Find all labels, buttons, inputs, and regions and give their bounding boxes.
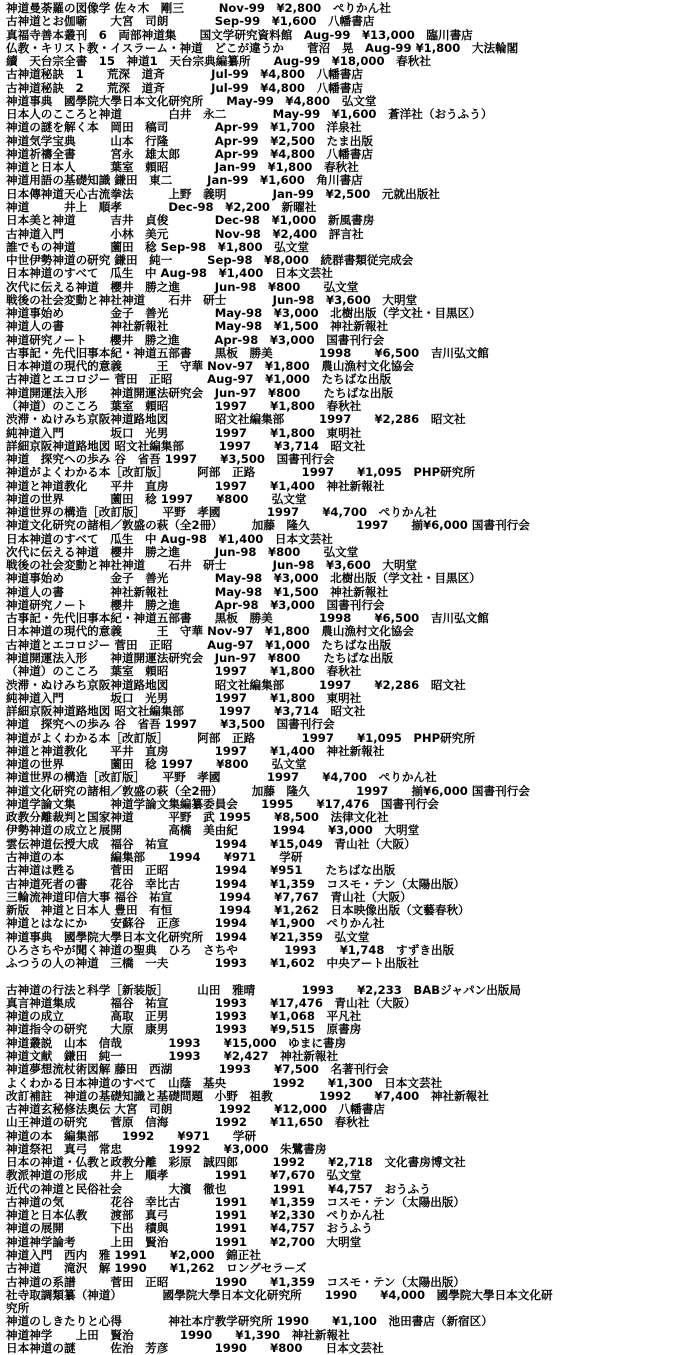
list-item: 神道祈禱全書 宮永 雄太郎 Apr-99 ¥4,800 八幡書店	[6, 147, 373, 161]
list-item: 續 天台宗全書 15 神道1 天台宗典編纂所 Aug-99 ¥18,000 春秋社	[6, 55, 431, 69]
list-item: 神道用語の基礎知識 鎌田 東二 Jan-99 ¥1,600 角川書店	[6, 174, 363, 188]
list-item: 中世伊勢神道の研究 鎌田 純一 Sep-98 ¥8,000 続群書類従完成会	[6, 254, 414, 268]
list-item: 古神道の気 花谷 幸比古 1991 ¥1,359 コスモ・テン（太陽出版）	[6, 1195, 466, 1209]
list-item: 詳細京阪神道路地図 昭文社編集部 1997 ¥3,714 昭文社	[6, 439, 366, 453]
list-item: 神道文化研究の諸相／敦盛の萩（全2冊） 加藤 隆久 1997 揃¥6,000 国書刊行会	[6, 784, 530, 798]
list-item: 日本神道の現代的意義 王 守華 Nov-97 ¥1,800 農山漁村文化協会	[6, 625, 414, 639]
list-item: 渋滞・ぬけみち京阪神道路地図 昭文社編集部 1997 ¥2,286 昭文社	[6, 678, 466, 692]
list-item: 古神道秘訣 1 荒深 道斉 Jul-99 ¥4,800 八幡書店	[6, 68, 363, 82]
list-item: 神道の謎を解く本 岡田 稿司 Apr-99 ¥1,700 洋泉社	[6, 121, 362, 135]
list-item: 古神道の系譜 菅田 正昭 1990 ¥1,359 コスモ・テン（太陽出版）	[6, 1275, 466, 1289]
list-item: 山王神道の研究 菅原 信海 1992 ¥11,650 春秋社	[6, 1116, 370, 1130]
list-item: 神道文献 鎌田 純一 1993 ¥2,427 神社新報社	[6, 1049, 339, 1063]
list-item: 仏教・キリスト教・イスラーム・神道 どこが違うか 菅沼 晃 Aug-99 ¥1,800 大法輪閣	[6, 41, 519, 55]
list-item: 社寺取調類纂（神道） 國學院大學日本文化研究所 1990 ¥4,000 國學院大學日本文化研	[6, 1288, 553, 1302]
list-item: 日本神道のすべて 瓜生 中 Aug-98 ¥1,400 日本文芸社	[6, 267, 333, 281]
list-item: 神道研究ノート 櫻井 勝之進 Apr-98 ¥3,000 国書刊行会	[6, 598, 385, 612]
list-item: 神道祭祀 真弓 常忠 1992 ¥3,000 朱鷺書房	[6, 1142, 327, 1156]
list-item: ふつうの人の神道 三橋 一夫 1993 ¥1,602 中央アート出版社	[6, 957, 419, 971]
list-item: 改訂補註 神道の基礎知識と基礎問題 小野 祖教 1992 ¥7,400 神社新報社	[6, 1089, 489, 1103]
list-item: 渋滞・ぬけみち京阪神道路地図 昭文社編集部 1997 ¥2,286 昭文社	[6, 413, 466, 427]
list-item: 古神道秘訣 2 荒深 道斉 Jul-99 ¥4,800 八幡書店	[6, 81, 363, 95]
list-item: 古神道の行法と科学［新装版］ 山田 雅晴 1993 ¥2,233 BABジャパン出版局	[6, 983, 521, 997]
list-item: 古神道は甦る 菅田 正昭 1994 ¥951 たちばな出版	[6, 864, 396, 878]
list-item: 神道の展開 下出 積與 1991 ¥4,757 おうふう	[6, 1222, 373, 1236]
list-item: 誰でもの神道 薗田 稔 Sep-98 ¥1,800 弘文堂	[6, 240, 309, 254]
list-item: 神道のしきたりと心得 神社本庁教学研究所 1990 ¥1,100 池田書店（新宿区）	[6, 1315, 493, 1329]
list-item: 神道 探究への歩み 谷 省吾 1997 ¥3,500 国書刊行会	[6, 718, 335, 732]
list-item: 神道 探究への歩み 谷 省吾 1997 ¥3,500 国書刊行会	[6, 453, 335, 467]
list-item: 神道と日本仏教 渡部 真弓 1991 ¥2,330 ぺりかん社	[6, 1209, 385, 1223]
list-item: 日本傳神道天心古流拳法 上野 義明 Jan-99 ¥2,500 元就出版社	[6, 187, 440, 201]
list-item: 神道夢想流杖術図解 藤田 西湖 1993 ¥7,500 名著刊行会	[6, 1063, 389, 1077]
list-item: 神道入門 西内 雅 1991 ¥2,000 錦正社	[6, 1248, 261, 1262]
list-item: 真言神道集成 福谷 祐宣 1993 ¥17,476 青山社（大阪）	[6, 996, 416, 1010]
list-item: 神道 井上 順孝 Dec-98 ¥2,200 新曜社	[6, 200, 317, 214]
list-item: 古神道とお伽噺 大宮 司朗 Sep-99 ¥1,600 八幡書店	[6, 15, 375, 29]
list-item: 神道の世界 薗田 稔 1997 ¥800 弘文堂	[6, 758, 307, 772]
list-item: 神道事始め 金子 善光 May-98 ¥3,000 北樹出版（学文社・目黒区）	[6, 307, 481, 321]
list-item: 古神道入門 小林 美元 Nov-98 ¥2,400 評言社	[6, 227, 364, 241]
list-item: 神道世界の構造［改訂版］ 平野 孝國 1997 ¥4,700 ぺりかん社	[6, 771, 437, 785]
list-item: 古神道とエコロジー 菅田 正昭 Aug-97 ¥1,000 たちばな出版	[6, 373, 392, 387]
list-item: 次代に伝える神道 櫻井 勝之進 Jun-98 ¥800 弘文堂	[6, 545, 359, 559]
list-item: 詳細京阪神道路地図 昭文社編集部 1997 ¥3,714 昭文社	[6, 705, 366, 719]
list-item: ひろさちやが聞く神道の聖典 ひろ さちや 1993 ¥1,748 すずき出版	[6, 943, 455, 957]
list-item: 神道研究ノート 櫻井 勝之進 Apr-98 ¥3,000 国書刊行会	[6, 333, 385, 347]
list-item: （神道）のこころ 葉室 頼昭 1997 ¥1,800 春秋社	[6, 399, 362, 413]
list-item: 神道事始め 金子 善光 May-98 ¥3,000 北樹出版（学文社・目黒区）	[6, 572, 481, 586]
list-item: 古事記・先代旧事本紀・神道五部書 黒板 勝美 1998 ¥6,500 吉川弘文館	[6, 612, 489, 626]
list-item: 三輪流神道印信大事 福谷 祐宣 1994 ¥7,767 青山社（大阪）	[6, 890, 412, 904]
list-item: 神道事典 國學院大學日本文化研究所 1994 ¥21,359 弘文堂	[6, 930, 370, 944]
list-item: 日本神道のすべて 瓜生 中 Aug-98 ¥1,400 日本文芸社	[6, 532, 333, 546]
list-item: 神道学論文集 神道学論文集編纂委員会 1995 ¥17,476 国書刊行会	[6, 797, 439, 811]
list-item: 神道開運法入形 神道開運法研究会 Jun-97 ¥800 たちばな出版	[6, 652, 394, 666]
list-item: 古神道死者の書 花谷 幸比古 1994 ¥1,359 コスモ・テン（太陽出版）	[6, 877, 466, 891]
list-item: 神道と神道教化 平井 直房 1997 ¥1,400 神社新報社	[6, 744, 385, 758]
list-item: 神道とはなにか 安蘇谷 正彦 1994 ¥1,900 ぺりかん社	[6, 917, 385, 931]
list-item: 純神道入門 坂口 光男 1997 ¥1,800 東明社	[6, 426, 362, 440]
list-item: 神道人の書 神社新報社 May-98 ¥1,500 神社新報社	[6, 585, 389, 599]
list-item: 日本の神道・仏教と政教分離 彩原 誠四郎 1992 ¥2,718 文化書房博文社	[6, 1156, 466, 1170]
list-item	[6, 970, 684, 983]
list-item: 神道文化研究の諸相／敦盛の萩（全2冊） 加藤 隆久 1997 揃¥6,000 国書刊行会	[6, 519, 530, 533]
list-item: 神道の成立 高取 正男 1993 ¥1,068 平凡社	[6, 1010, 362, 1024]
list-item: 教派神道の形成 井上 順孝 1991 ¥7,670 弘文堂	[6, 1169, 362, 1183]
list-item: 古神道 滝沢 解 1990 ¥1,262 ロングセラーズ	[6, 1262, 307, 1276]
list-item: 日本美と神道 吉井 貞俊 Dec-98 ¥1,000 新風書房	[6, 214, 375, 228]
list-item: 神道と神道教化 平井 直房 1997 ¥1,400 神社新報社	[6, 479, 385, 493]
list-item: 古神道の本 編集部 1994 ¥971 学研	[6, 851, 303, 864]
list-item: 神道気学宝典 山本 行隆 Apr-99 ¥2,500 たま出版	[6, 134, 373, 148]
list-item: 古事記・先代旧事本紀・神道五部書 黒板 勝美 1998 ¥6,500 吉川弘文館	[6, 346, 489, 360]
list-item: 戦後の社会変動と神社神道 石井 研士 Jun-98 ¥3,600 大明堂	[6, 559, 418, 573]
list-item: 伊勢神道の成立と展開 高橋 美由紀 1994 ¥3,000 大明堂	[6, 824, 420, 838]
list-item: 真福寺善本叢刊 6 両部神道集 国文学研究資料館 Aug-99 ¥13,000 臨川書店	[6, 28, 473, 42]
list-item: 神道がよくわかる本［改訂版］ 阿部 正路 1997 ¥1,095 PHP研究所	[6, 466, 475, 480]
list-item: 神道神学 上田 賢治 1990 ¥1,390 神社新報社	[6, 1328, 350, 1342]
list-item: 神道指令の研究 大原 康男 1993 ¥9,515 原書房	[6, 1023, 362, 1037]
list-item: よくわかる日本神道のすべて 山蔭 基央 1992 ¥1,300 日本文芸社	[6, 1076, 443, 1090]
list-item: 戦後の社会変動と神社神道 石井 研士 Jun-98 ¥3,600 大明堂	[6, 293, 418, 307]
list-item: 日本神道の謎 佐治 芳彦 1990 ¥800 日本文芸社	[6, 1341, 384, 1355]
list-item: 政教分離裁判と国家神道 平野 武 1995 ¥8,500 法律文化社	[6, 811, 389, 825]
list-item: 日本人のこころと神道 白井 永二 May-99 ¥1,600 蒼洋社（おうふう）	[6, 108, 493, 122]
list-item: 神道神学論考 上田 賢治 1991 ¥2,700 大明堂	[6, 1235, 362, 1249]
list-item: 神道叢説 山本 信哉 1993 ¥15,000 ゆまに書房	[6, 1036, 347, 1050]
list-item: 神道曼荼羅の図像学 佐々木 剛三 Nov-99 ¥2,800 ぺりかん社	[6, 2, 391, 15]
list-item: （神道）のこころ 葉室 頼昭 1997 ¥1,800 春秋社	[6, 665, 362, 679]
list-item: 神道がよくわかる本［改訂版］ 阿部 正路 1997 ¥1,095 PHP研究所	[6, 731, 475, 745]
list-item: 神道の世界 薗田 稔 1997 ¥800 弘文堂	[6, 492, 307, 506]
list-item: 神道と日本人 葉室 頼昭 Jan-99 ¥1,800 春秋社	[6, 161, 359, 175]
list-item: 雲伝神道伝授大成 福谷 祐宣 1994 ¥15,049 青山社（大阪）	[6, 837, 416, 851]
list-item: 近代の神道と民俗社会 大濱 徹也 1991 ¥4,757 おうふう	[6, 1182, 431, 1196]
list-item: 神道世界の構造［改訂版］ 平野 孝國 1997 ¥4,700 ぺりかん社	[6, 506, 437, 520]
list-item: 神道の本 編集部 1992 ¥971 学研	[6, 1129, 257, 1143]
list-item: 神道開運法入形 神道開運法研究会 Jun-97 ¥800 たちばな出版	[6, 386, 394, 400]
list-item: 古神道とエコロジー 菅田 正昭 Aug-97 ¥1,000 たちばな出版	[6, 638, 392, 652]
list-item: 新版 神道と日本人 豊田 有恒 1994 ¥1,262 日本映像出版（文藝春秋）	[6, 904, 470, 918]
list-item: 次代に伝える神道 櫻井 勝之進 Jun-98 ¥800 弘文堂	[6, 280, 359, 294]
list-item: 日本神道の現代的意義 王 守華 Nov-97 ¥1,800 農山漁村文化協会	[6, 360, 414, 374]
list-item: 究所	[6, 1302, 30, 1316]
list-item: 神道事典 國學院大學日本文化研究所 May-99 ¥4,800 弘文堂	[6, 94, 377, 108]
list-item: 古神道玄秘修法奥伝 大宮 司朗 1992 ¥12,000 八幡書店	[6, 1103, 385, 1117]
list-item: 純神道入門 坂口 光男 1997 ¥1,800 東明社	[6, 691, 362, 705]
list-item: 神道人の書 神社新報社 May-98 ¥1,500 神社新報社	[6, 320, 389, 334]
